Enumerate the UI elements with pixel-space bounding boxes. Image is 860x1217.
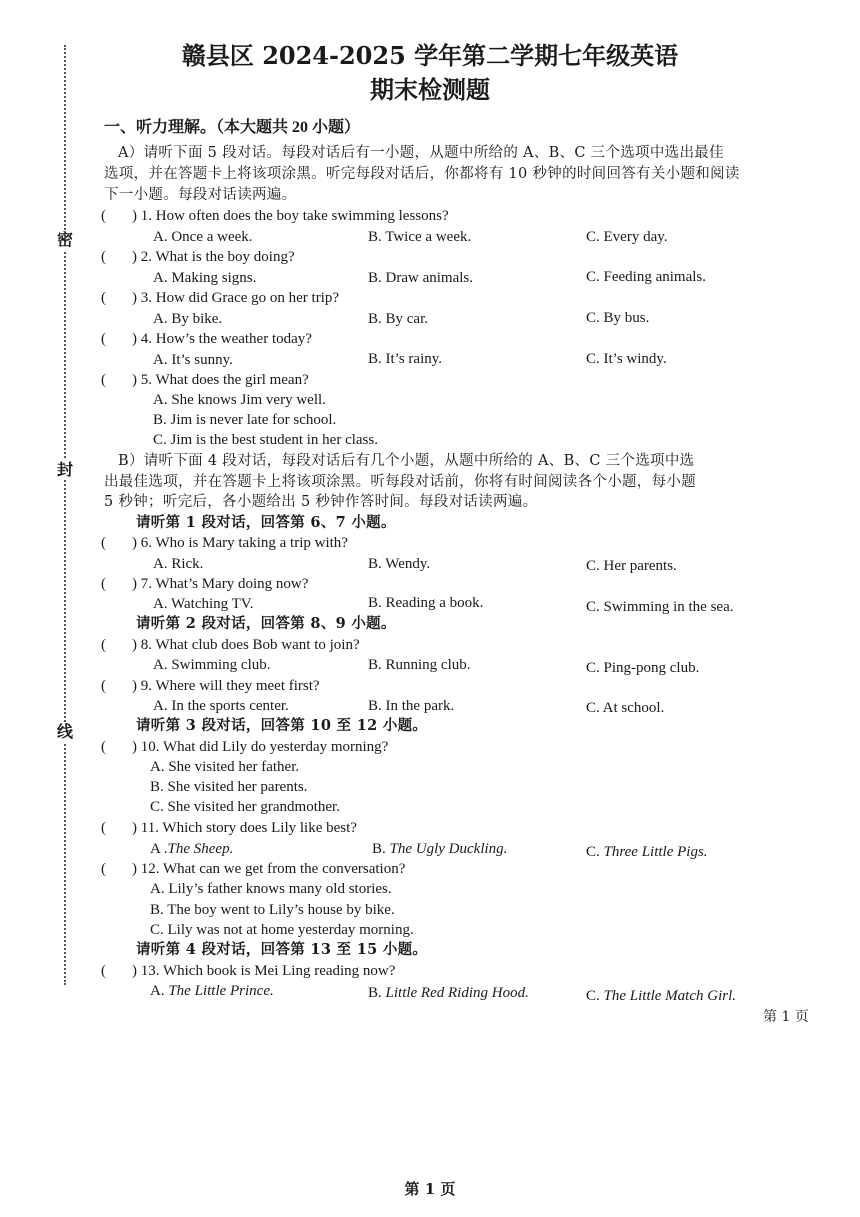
option-b: B. The boy went to Lily’s house by bike. xyxy=(150,902,395,918)
section-heading-listening: 一、听力理解。（本大题共 20 小题） xyxy=(104,119,361,136)
option-a: A. She knows Jim very well. xyxy=(153,392,326,408)
question-stem: ) 12. What can we get from the conversation? xyxy=(132,861,406,877)
question-stem: ) 9. Where will they meet first? xyxy=(132,678,320,694)
option-a: A. Once a week. xyxy=(153,229,253,245)
page-number-corner: 第 1 页 xyxy=(763,1009,809,1025)
option-b: B. She visited her parents. xyxy=(150,779,308,795)
option-b: B. Wendy. xyxy=(368,556,431,572)
question-stem: ) 1. How often does the boy take swimming lessons? xyxy=(132,208,449,224)
binding-margin-line xyxy=(64,45,66,985)
option-a: A. Swimming club. xyxy=(153,657,271,673)
option-a: A. The Little Prince. xyxy=(150,983,274,999)
answer-paren: ( xyxy=(101,861,106,877)
option-c: C. Ping-pong club. xyxy=(586,660,700,676)
dialog-instruction: 请听第 1 段对话，回答第 6、7 小题。 xyxy=(136,514,396,531)
answer-paren: ( xyxy=(101,820,106,836)
option-c: C. Swimming in the sea. xyxy=(586,599,734,615)
answer-paren: ( xyxy=(101,535,106,551)
option-b: B. In the park. xyxy=(368,698,455,714)
option-c: C. By bus. xyxy=(586,310,650,326)
question-stem: ) 8. What club does Bob want to join? xyxy=(132,637,360,653)
answer-paren: ( xyxy=(101,678,106,694)
answer-paren: ( xyxy=(101,739,106,755)
option-c: C. Feeding animals. xyxy=(586,269,706,285)
answer-paren: ( xyxy=(101,290,106,306)
answer-paren: ( xyxy=(101,249,106,265)
exam-subtitle: 期末检测题 xyxy=(370,75,490,104)
part-a-intro-line: 选项，并在答题卡上将该项涂黑。听完每段对话后，你都将有 10 秒钟的时间回答有关小题和阅读 xyxy=(104,166,740,182)
option-b: B. The Ugly Duckling. xyxy=(372,841,508,857)
option-c: C. It’s windy. xyxy=(586,351,667,367)
part-b-intro-line: B）请听下面 4 段对话，每段对话后有几个小题，从题中所给的 A、B、C 三个选项中选 xyxy=(118,453,695,469)
option-b: B. Jim is never late for school. xyxy=(153,412,337,428)
option-a: A. By bike. xyxy=(153,311,223,327)
page-footer: 第 1 页 xyxy=(404,1180,456,1198)
option-c: C. She visited her grandmother. xyxy=(150,799,340,815)
margin-char-fold: 封 xyxy=(56,460,73,479)
option-c: C. Three Little Pigs. xyxy=(586,844,708,860)
option-a: A. Rick. xyxy=(153,556,204,572)
option-a: A. In the sports center. xyxy=(153,698,289,714)
question-stem: ) 11. Which story does Lily like best? xyxy=(132,820,357,836)
question-stem: ) 7. What’s Mary doing now? xyxy=(132,576,309,592)
option-a: A. She visited her father. xyxy=(150,759,300,775)
option-a: A. Lily’s father knows many old stories. xyxy=(150,881,392,897)
option-b: B. Reading a book. xyxy=(368,595,484,611)
question-stem: ) 4. How’s the weather today? xyxy=(132,331,312,347)
margin-char-seal: 密 xyxy=(56,230,73,249)
dialog-instruction: 请听第 4 段对话，回答第 13 至 15 小题。 xyxy=(136,941,428,958)
option-c: C. Lily was not at home yesterday morning. xyxy=(150,922,414,938)
part-a-intro-line: A）请听下面 5 段对话。每段对话后有一小题，从题中所给的 A、B、C 三个选项中选出最佳 xyxy=(118,145,724,161)
exam-title: 赣县区 2024-2025 学年第二学期七年级英语 xyxy=(181,41,679,70)
dialog-instruction: 请听第 3 段对话，回答第 10 至 12 小题。 xyxy=(136,717,428,734)
answer-paren: ( xyxy=(101,208,106,224)
answer-paren: ( xyxy=(101,331,106,347)
question-stem: ) 3. How did Grace go on her trip? xyxy=(132,290,340,306)
answer-paren: ( xyxy=(101,963,106,979)
question-stem: ) 13. Which book is Mei Ling reading now? xyxy=(132,963,396,979)
option-c: C. Every day. xyxy=(586,229,668,245)
option-b: B. Running club. xyxy=(368,657,471,673)
answer-paren: ( xyxy=(101,637,106,653)
option-c: C. Her parents. xyxy=(586,558,677,574)
option-a: A. Making signs. xyxy=(153,270,257,286)
option-b: B. Twice a week. xyxy=(368,229,472,245)
option-b: B. Draw animals. xyxy=(368,270,473,286)
margin-char-line: 线 xyxy=(56,722,73,741)
option-c: C. Jim is the best student in her class. xyxy=(153,432,378,448)
option-a: A. Watching TV. xyxy=(153,596,254,612)
part-a-intro-line: 下一小题。每段对话读两遍。 xyxy=(104,187,297,203)
option-c: C. The Little Match Girl. xyxy=(586,988,737,1004)
part-b-intro-line: 出最佳选项，并在答题卡上将该项涂黑。听每段对话前，你将有时间阅读各个小题，每小题 xyxy=(104,474,696,490)
question-stem: ) 10. What did Lily do yesterday morning? xyxy=(132,739,389,755)
question-stem: ) 6. Who is Mary taking a trip with? xyxy=(132,535,348,551)
answer-paren: ( xyxy=(101,576,106,592)
option-c: C. At school. xyxy=(586,700,665,716)
option-a: A .The Sheep. xyxy=(150,841,234,857)
option-a: A. It’s sunny. xyxy=(153,352,233,368)
question-stem: ) 2. What is the boy doing? xyxy=(132,249,295,265)
question-stem: ) 5. What does the girl mean? xyxy=(132,372,309,388)
dialog-instruction: 请听第 2 段对话，回答第 8、9 小题。 xyxy=(136,615,396,632)
option-b: B. Little Red Riding Hood. xyxy=(368,985,529,1001)
part-b-intro-line: 5 秒钟；听完后，各小题给出 5 秒钟作答时间。每段对话读两遍。 xyxy=(104,494,538,510)
option-b: B. By car. xyxy=(368,311,428,327)
answer-paren: ( xyxy=(101,372,106,388)
option-b: B. It’s rainy. xyxy=(368,351,443,367)
